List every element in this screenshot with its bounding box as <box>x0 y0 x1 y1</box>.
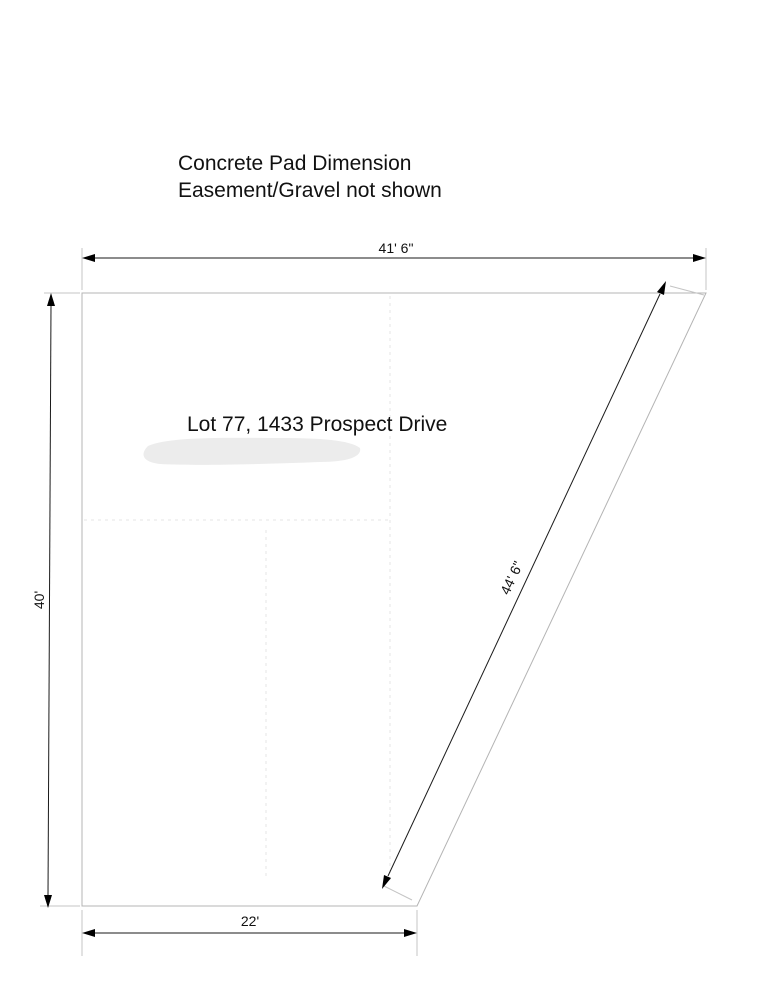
note-title: Concrete Pad Dimension <box>178 152 412 175</box>
lot-label: Lot 77, 1433 Prospect Drive <box>187 413 448 436</box>
top-dim-arrow-left <box>82 254 95 262</box>
diagonal-dimension-label: 44' 6" <box>496 558 527 598</box>
left-dimension-label: 40' <box>31 590 47 610</box>
left-dimension-line <box>48 305 51 896</box>
note-subtitle: Easement/Gravel not shown <box>178 179 442 202</box>
bottom-dim-arrow-right <box>404 929 417 937</box>
concrete-pad-outline <box>82 293 706 906</box>
left-dim-arrow-top <box>47 293 55 306</box>
diag-dim-extension-top <box>670 286 704 295</box>
bottom-dimension-label: 22' <box>240 913 260 929</box>
top-dim-arrow-right <box>693 254 706 262</box>
diagonal-dimension-line <box>388 294 660 876</box>
top-dimension-label: 41' 6" <box>378 240 414 256</box>
diag-dim-extension-bottom <box>384 886 412 900</box>
redacted-text-mark <box>144 438 361 465</box>
bottom-dim-arrow-left <box>82 929 95 937</box>
